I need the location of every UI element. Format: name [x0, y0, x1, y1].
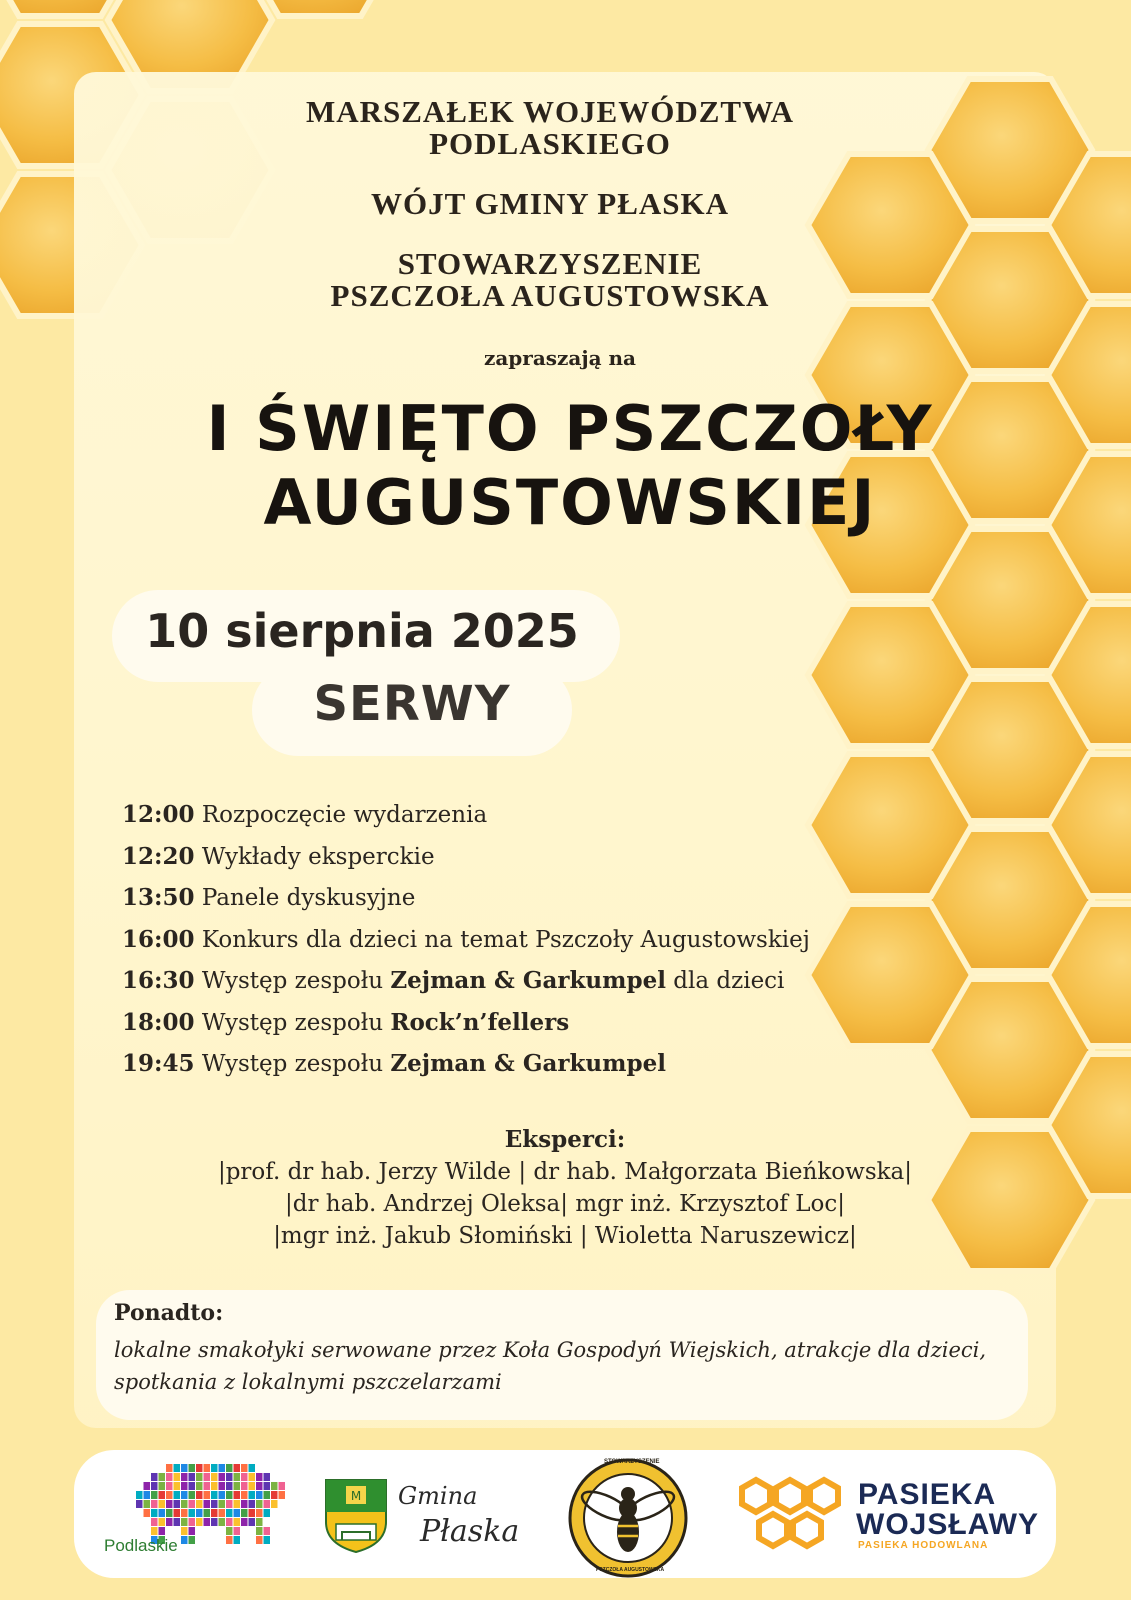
schedule-text: Konkurs dla dzieci na temat Pszczoły Augustowskiej [194, 926, 810, 953]
podlaskie-pixel [249, 1509, 256, 1517]
schedule-time: 12:00 [122, 801, 195, 828]
podlaskie-pixel [211, 1491, 218, 1499]
podlaskie-pixel [211, 1482, 218, 1490]
podlaskie-pixel [136, 1500, 143, 1508]
schedule-item [122, 842, 882, 884]
podlaskie-pixel [166, 1491, 173, 1499]
podlaskie-pixel [159, 1482, 166, 1490]
podlaskie-pixel [219, 1464, 226, 1472]
podlaskie-pixel [181, 1509, 188, 1517]
schedule-band: Zejman & Garkumpel [390, 1050, 666, 1077]
podlaskie-pixel [204, 1482, 211, 1490]
pasieka-subtitle: PASIEKA HODOWLANA [858, 1540, 989, 1551]
gmina-label-line2: Płaska [420, 1514, 520, 1549]
podlaskie-pixel [264, 1482, 271, 1490]
podlaskie-pixel [211, 1518, 218, 1526]
podlaskie-pixel [249, 1491, 256, 1499]
podlaskie-pixel [174, 1482, 181, 1490]
podlaskie-pixel [226, 1491, 233, 1499]
podlaskie-pixel [226, 1464, 233, 1472]
event-title [120, 392, 1020, 540]
podlaskie-pixel [181, 1482, 188, 1490]
podlaskie-pixel [181, 1464, 188, 1472]
podlaskie-pixel [249, 1482, 256, 1490]
podlaskie-pixel [234, 1536, 241, 1544]
podlaskie-pixel [234, 1473, 241, 1481]
podlaskie-pixel [241, 1500, 248, 1508]
experts-line: |mgr inż. Jakub Słomiński | Wioletta Naruszewicz| [273, 1223, 857, 1249]
schedule-text: Rozpoczęcie wydarzenia [194, 802, 488, 828]
bee-emblem-icon [566, 1456, 690, 1580]
podlaskie-pixel [151, 1527, 158, 1535]
podlaskie-pixel [271, 1491, 278, 1499]
podlaskie-pixel [189, 1500, 196, 1508]
podlaskie-pixel [241, 1464, 248, 1472]
schedule-time: 19:45 [122, 1050, 195, 1077]
podlaskie-pixel [174, 1509, 181, 1517]
podlaskie-pixel [196, 1464, 203, 1472]
schedule-time: 12:20 [122, 842, 195, 870]
podlaskie-pixel [181, 1500, 188, 1508]
podlaskie-pixel [159, 1527, 166, 1535]
podlaskie-pixel [241, 1482, 248, 1490]
schedule-text: Występ zespołu [194, 968, 391, 994]
podlaskie-pixel [144, 1509, 151, 1517]
schedule-item [122, 966, 882, 1008]
podlaskie-pixel [189, 1536, 196, 1544]
podlaskie-pixel [151, 1482, 158, 1490]
stowarzyszenie-logo-top: STOWARZYSZENIE [604, 1459, 660, 1465]
podlaskie-pixel [211, 1473, 218, 1481]
podlaskie-pixel [166, 1482, 173, 1490]
podlaskie-pixel [264, 1473, 271, 1481]
podlaskie-pixel [159, 1473, 166, 1481]
podlaskie-pixel [211, 1500, 218, 1508]
schedule-text: Wykłady eksperckie [194, 843, 435, 870]
pasieka-hex-icon [738, 1476, 846, 1550]
podlaskie-pixel [196, 1518, 203, 1526]
podlaskie-pixel [159, 1509, 166, 1517]
podlaskie-pixel [249, 1500, 256, 1508]
podlaskie-pixel [249, 1464, 256, 1472]
podlaskie-pixel [241, 1509, 248, 1517]
podlaskie-pixel [166, 1464, 173, 1472]
podlaskie-pixel [144, 1482, 151, 1490]
schedule-after: dla dzieci [665, 968, 785, 994]
schedule-time: 18:00 [122, 1008, 195, 1036]
podlaskie-pixel [219, 1473, 226, 1481]
more-heading: Ponadto: [114, 1300, 224, 1326]
podlaskie-pixel [204, 1518, 211, 1526]
podlaskie-pixel [256, 1473, 263, 1481]
podlaskie-pixel [181, 1536, 188, 1544]
podlaskie-pixel [181, 1527, 188, 1535]
podlaskie-pixel [211, 1464, 218, 1472]
podlaskie-pixel [279, 1482, 286, 1490]
podlaskie-pixel [196, 1482, 203, 1490]
pasieka-title-line2: WOJSŁAWY [856, 1508, 1040, 1541]
podlaskie-pixel [264, 1500, 271, 1508]
podlaskie-pixel [151, 1473, 158, 1481]
podlaskie-pixel [234, 1509, 241, 1517]
podlaskie-pixel [226, 1536, 233, 1544]
podlaskie-pixel [159, 1518, 166, 1526]
schedule-band: Rock’n’fellers [390, 1008, 570, 1036]
organizers [190, 96, 910, 340]
podlaskie-pixel [256, 1500, 263, 1508]
experts-section [140, 1124, 990, 1252]
podlaskie-pixel [256, 1527, 263, 1535]
podlaskie-pixel [249, 1473, 256, 1481]
podlaskie-pixel [279, 1491, 286, 1499]
podlaskie-pixel [151, 1491, 158, 1499]
organizer-marszalek: MARSZAŁEK WOJEWÓDZTWA PODLASKIEGO [305, 94, 795, 161]
podlaskie-pixel [189, 1473, 196, 1481]
schedule-item [122, 925, 882, 967]
podlaskie-pixel [234, 1464, 241, 1472]
schedule-text: Występ zespołu [194, 1051, 391, 1077]
podlaskie-pixel [181, 1491, 188, 1499]
podlaskie-label: Podlaskie [104, 1536, 178, 1555]
podlaskie-pixel [226, 1482, 233, 1490]
podlaskie-pixel [159, 1491, 166, 1499]
podlaskie-pixel [234, 1491, 241, 1499]
schedule-item [122, 1049, 882, 1091]
podlaskie-pixel [166, 1509, 173, 1517]
stowarzyszenie-logo-bottom: PSZCZOŁA AUGUSTOWSKA [596, 1567, 665, 1573]
podlaskie-pixel [219, 1491, 226, 1499]
event-place: SERWY [313, 676, 511, 732]
podlaskie-pixel [204, 1491, 211, 1499]
podlaskie-pixel [271, 1500, 278, 1508]
schedule-item [122, 1008, 882, 1050]
podlaskie-pixel [234, 1482, 241, 1490]
podlaskie-pixel [256, 1509, 263, 1517]
podlaskie-pixel [204, 1509, 211, 1517]
podlaskie-pixel [174, 1491, 181, 1499]
gmina-label-line1: Gmina [398, 1482, 478, 1510]
schedule-band: Zejman & Garkumpel [390, 967, 666, 994]
podlaskie-pixel [226, 1473, 233, 1481]
podlaskie-pixel [241, 1491, 248, 1499]
podlaskie-pixel [226, 1509, 233, 1517]
podlaskie-pixel [234, 1518, 241, 1526]
podlaskie-pixel [219, 1518, 226, 1526]
podlaskie-pixel [234, 1527, 241, 1535]
podlaskie-pixel [234, 1500, 241, 1508]
event-date: 10 sierpnia 2025 [145, 604, 579, 658]
schedule-time: 16:30 [122, 967, 195, 994]
podlaskie-pixel [144, 1500, 151, 1508]
podlaskie-pixel [256, 1518, 263, 1526]
podlaskie-pixel [189, 1518, 196, 1526]
podlaskie-pixel [204, 1500, 211, 1508]
podlaskie-pixel [241, 1518, 248, 1526]
podlaskie-pixel [189, 1482, 196, 1490]
schedule-item [122, 883, 882, 925]
svg-text:M: M [350, 1489, 362, 1503]
podlaskie-pixel [181, 1518, 188, 1526]
podlaskie-pixel [189, 1509, 196, 1517]
podlaskie-pixel [196, 1491, 203, 1499]
podlaskie-pixel [196, 1500, 203, 1508]
podlaskie-pixel [204, 1464, 211, 1472]
podlaskie-pixel [219, 1500, 226, 1508]
podlaskie-pixel [241, 1473, 248, 1481]
podlaskie-pixel [226, 1527, 233, 1535]
podlaskie-pixel [264, 1509, 271, 1517]
podlaskie-pixel [196, 1473, 203, 1481]
podlaskie-pixel [144, 1491, 151, 1499]
experts-heading: Eksperci: [504, 1126, 626, 1153]
podlaskie-pixel [151, 1518, 158, 1526]
podlaskie-pixel [174, 1518, 181, 1526]
podlaskie-pixel [166, 1500, 173, 1508]
podlaskie-pixel [256, 1491, 263, 1499]
podlaskie-pixel [249, 1518, 256, 1526]
podlaskie-pixel [189, 1527, 196, 1535]
podlaskie-pixel [151, 1500, 158, 1508]
gmina-plaska-crest-icon [324, 1478, 388, 1554]
podlaskie-pixel [211, 1509, 218, 1517]
schedule-list [122, 800, 882, 1091]
podlaskie-pixel [174, 1500, 181, 1508]
event-title-line1: I ŚWIĘTO PSZCZOŁY [206, 392, 934, 465]
pasieka-title-line1: PASIEKA [858, 1478, 997, 1511]
podlaskie-pixel [219, 1482, 226, 1490]
podlaskie-pixel [159, 1500, 166, 1508]
podlaskie-pixel [226, 1500, 233, 1508]
organizer-stowarzyszenie: STOWARZYSZENIE PSZCZOŁA AUGUSTOWSKA [330, 246, 770, 313]
podlaskie-pixel [219, 1509, 226, 1517]
podlaskie-pixel [174, 1473, 181, 1481]
podlaskie-pixel [226, 1518, 233, 1526]
schedule-item [122, 800, 882, 842]
podlaskie-pixel [136, 1491, 143, 1499]
podlaskie-pixel [271, 1482, 278, 1490]
schedule-text: Panele dyskusyjne [194, 885, 416, 911]
schedule-text: Występ zespołu [194, 1009, 391, 1036]
podlaskie-pixel [256, 1482, 263, 1490]
more-text: lokalne smakołyki serwowane przez Koła Gospodyń Wiejskich, atrakcje dla dzieci, spotkania z lokalnymi pszczelarzami [114, 1338, 987, 1394]
podlaskie-pixel [196, 1509, 203, 1517]
event-title-line2: AUGUSTOWSKIEJ [263, 466, 877, 539]
schedule-time: 16:00 [122, 925, 195, 953]
podlaskie-pixel [174, 1464, 181, 1472]
podlaskie-pixel [189, 1491, 196, 1499]
podlaskie-pixel [264, 1491, 271, 1499]
schedule-time: 13:50 [122, 884, 195, 911]
podlaskie-pixel [264, 1527, 271, 1535]
podlaskie-pixel [181, 1473, 188, 1481]
podlaskie-pixel [166, 1473, 173, 1481]
podlaskie-pixel [264, 1536, 271, 1544]
experts-line: |dr hab. Andrzej Oleksa| mgr inż. Krzysztof Loc| [285, 1191, 845, 1217]
organizer-wojt: WÓJT GMINY PŁASKA [370, 186, 730, 221]
podlaskie-pixel [151, 1509, 158, 1517]
podlaskie-pixel [256, 1536, 263, 1544]
podlaskie-pixel [204, 1473, 211, 1481]
podlaskie-pixel [189, 1464, 196, 1472]
podlaskie-pixel [166, 1518, 173, 1526]
experts-line: |prof. dr hab. Jerzy Wilde | dr hab. Małgorzata Bieńkowska| [217, 1159, 913, 1185]
invite-text: zapraszają na [483, 346, 637, 370]
